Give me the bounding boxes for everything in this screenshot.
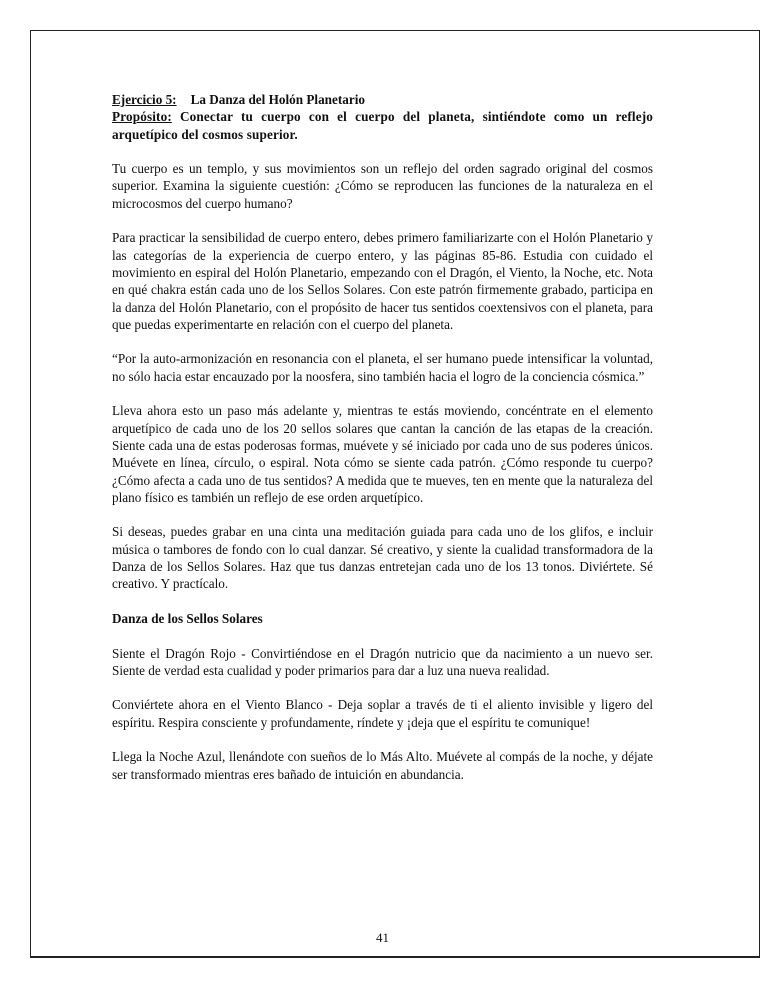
purpose-statement xyxy=(112,108,653,143)
body-paragraph-1: Tu cuerpo es un templo, y sus movimientos son un reflejo del orden sagrado original del cosmos superior. Examina la siguiente cuestión: ¿Cómo se reproducen las funciones de la naturaleza en el microcosmos del cuerpo humano? xyxy=(112,161,653,211)
section-paragraph-night: Llega la Noche Azul, llenándote con sueños de lo Más Alto. Muévete al compás de la noche, y déjate ser transformado mientras eres bañado de intuición en abundancia. xyxy=(112,749,653,782)
body-paragraph-4: Lleva ahora esto un paso más adelante y, mientras te estás moviendo, concéntrate en el elemento arquetípico de cada uno de los 20 sellos solares que cantan la canción de las etapas de la creación. Siente cada una de estas poderosas formas, muévete y sé iniciado por cada uno de sus poderes únicos. Muévete en línea, círculo, o espiral. Nota cómo se siente cada patrón. ¿Cómo responde tu cuerpo? ¿Cómo afecta a cada uno de tus sentidos? A medida que te mueves, ten en mente que la naturaleza del plano físico es también un reflejo de ese orden arquetípico. xyxy=(112,403,653,505)
purpose-label: Propósito: xyxy=(112,109,172,125)
exercise-label: Ejercicio 5: xyxy=(112,92,177,107)
section-paragraph-dragon: Siente el Dragón Rojo - Convirtiéndose en el Dragón nutricio que da nacimiento a un nuevo ser. Siente de verdad esta cualidad y poder primarios para dar a luz una nueva realidad. xyxy=(112,645,653,678)
page-number: 41 xyxy=(376,930,389,945)
quote-paragraph: “Por la auto-armonización en resonancia con el planeta, el ser humano puede intensificar la voluntad, no sólo hacia estar encauzado por la noosfera, sino también hacia el logro de la conciencia cósmica.” xyxy=(112,351,653,384)
exercise-title: La Danza del Holón Planetario xyxy=(190,92,365,107)
section-heading: Danza de los Sellos Solares xyxy=(112,610,263,626)
section-paragraph-wind: Conviértete ahora en el Viento Blanco - Deja soplar a través de ti el aliento invisible y ligero del espíritu. Respira consciente y profundamente, ríndete y ¡deja que el espíritu te comunique! xyxy=(112,697,653,730)
purpose-text: Conectar tu cuerpo con el cuerpo del planeta, sintiéndote como un reflejo arquetípico del cosmos superior. xyxy=(112,109,653,142)
body-paragraph-2: Para practicar la sensibilidad de cuerpo entero, debes primero familiarizarte con el Holón Planetario y las categorías de la experiencia de cuerpo entero, y las páginas 85-86. Estudia con cuidado el movimiento en espiral del Holón Planetario, empezando con el Dragón, el Viento, la Noche, etc. Nota en qué chakra están cada uno de los Sellos Solares. Con este patrón firmemente grabado, participa en la danza del Holón Planetario, con el propósito de hacer tus sentidos coextensivos con el planeta, para que puedas experimentarte en relación con el cuerpo del planeta. xyxy=(112,230,653,332)
exercise-heading xyxy=(112,91,653,108)
body-paragraph-5: Si deseas, puedes grabar en una cinta una meditación guiada para cada uno de los glifos, e incluir música o tambores de fondo con lo cual danzar. Sé creativo, y siente la cualidad transformadora de la Danza de los Sellos Solares. Haz que tus danzas entretejan cada uno de los 13 tonos. Diviértete. Sé creativo. Y practícalo. xyxy=(112,524,653,592)
document-body xyxy=(112,91,653,800)
